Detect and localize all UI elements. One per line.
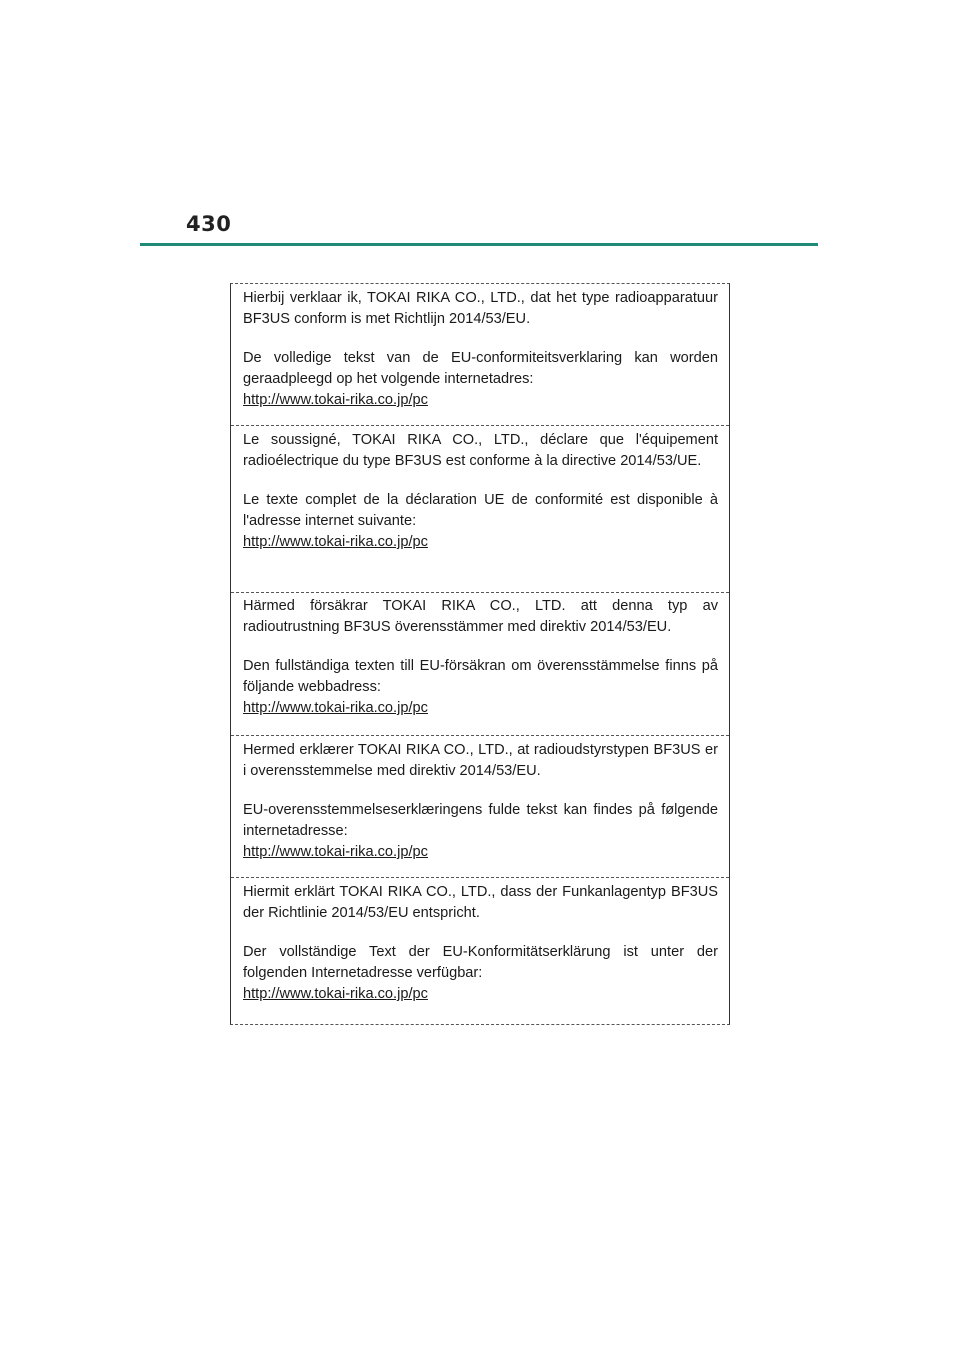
declaration-availability: Le texte complet de la déclaration UE de conformité est disponible à l'adresse internet suivante: <box>243 492 718 529</box>
declaration-danish <box>231 740 729 863</box>
section-divider <box>231 877 729 878</box>
declaration-availability: EU-overensstemmelseserklæringens fulde tekst kan findes på følgende internetadresse: <box>243 802 718 839</box>
section-divider <box>231 592 729 593</box>
declaration-statement: Hiermit erklärt TOKAI RIKA CO., LTD., dass der Funkanlagentyp BF3US der Richtlinie 2014/53/EU entspricht. <box>243 884 718 921</box>
declaration-url-link[interactable]: http://www.tokai-rika.co.jp/pc <box>243 392 428 408</box>
declaration-availability: Den fullständiga texten till EU-försäkran om överensstämmelse finns på följande webbadress: <box>243 658 718 695</box>
declaration-url-link[interactable]: http://www.tokai-rika.co.jp/pc <box>243 700 428 716</box>
declaration-french <box>231 430 729 553</box>
declaration-availability: Der vollständige Text der EU-Konformitätserklärung ist unter der folgenden Internetadresse verfügbar: <box>243 944 718 981</box>
declaration-statement: Härmed försäkrar TOKAI RIKA CO., LTD. att denna typ av radioutrustning BF3US överensstämmer med direktiv 2014/53/EU. <box>243 598 718 635</box>
section-divider <box>231 425 729 426</box>
declaration-statement: Le soussigné, TOKAI RIKA CO., LTD., déclare que l'équipement radioélectrique du type BF3US est conforme à la directive 2014/53/UE. <box>243 432 718 469</box>
declaration-url-link[interactable]: http://www.tokai-rika.co.jp/pc <box>243 844 428 860</box>
section-divider <box>231 735 729 736</box>
header-rule <box>140 243 818 246</box>
declaration-german <box>231 882 729 1005</box>
declaration-availability: De volledige tekst van de EU-conformiteitsverklaring kan worden geraadpleegd op het volgende internetadres: <box>243 350 718 387</box>
declaration-url-link[interactable]: http://www.tokai-rika.co.jp/pc <box>243 986 428 1002</box>
page-number: 430 <box>186 212 232 236</box>
declaration-swedish <box>231 596 729 719</box>
declaration-url-link[interactable]: http://www.tokai-rika.co.jp/pc <box>243 534 428 550</box>
declaration-statement: Hermed erklærer TOKAI RIKA CO., LTD., at radioudstyrstypen BF3US er i overensstemmelse med direktiv 2014/53/EU. <box>243 742 718 779</box>
declaration-statement: Hierbij verklaar ik, TOKAI RIKA CO., LTD., dat het type radioapparatuur BF3US conform is met Richtlijn 2014/53/EU. <box>243 290 718 327</box>
declaration-dutch <box>231 288 729 411</box>
declarations-scan <box>230 283 730 1025</box>
